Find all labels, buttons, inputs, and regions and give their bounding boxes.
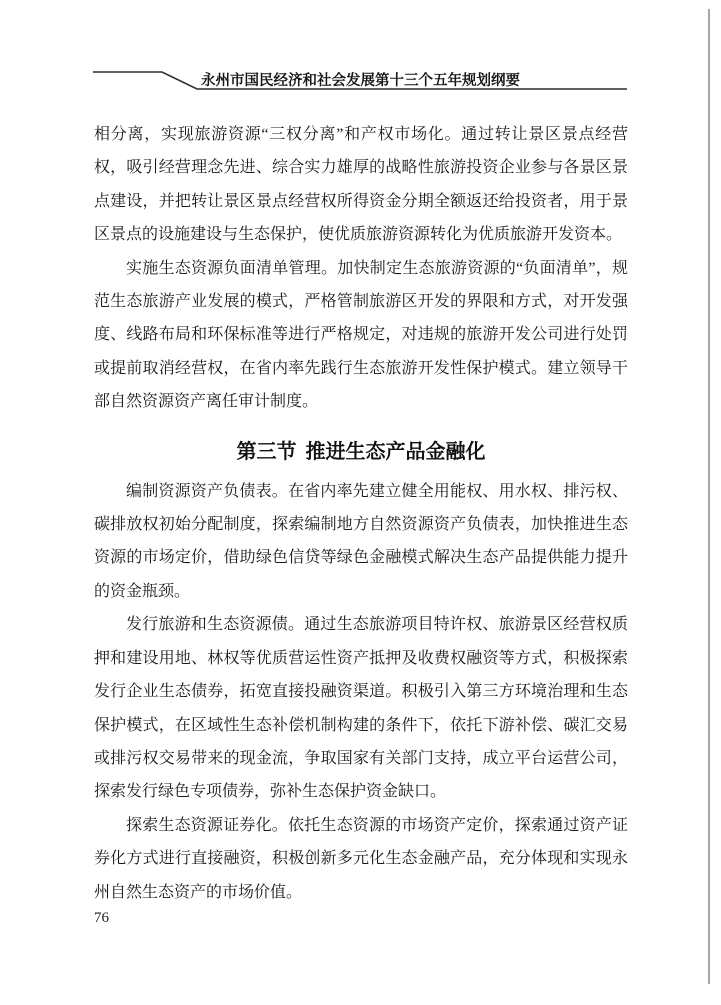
running-head-title: 永州市国民经济和社会发展第十三个五年规划纲要 bbox=[201, 73, 520, 89]
paragraph-balance-sheet: 编制资源资产负债表。在省内率先建立健全用能权、用水权、排污权、碳排放权初始分配制度，探索编制地方自然资源资产负债表，加快推进生态资源的市场定价，借助绿色信贷等绿色金融模式解决生态产品提供能力提升的资金瓶颈。 bbox=[94, 482, 628, 600]
paragraph-eco-bonds: 发行旅游和生态资源债。通过生态旅游项目特许权、旅游景区经营权质押和建设用地、林权等优质营运性资产抵押及收费权融资等方式，积极探索发行企业生态债券，拓宽直接投融资渠道。积极引入第三方环境治理和生态保护模式，在区域性生态补偿机制构建的条件下，依托下游补偿、碳汇交易或排污权交易带来的现金流，争取国家有关部门支持，成立平台运营公司，探索发行绿色专项债券，弥补生态保护资金缺口。 bbox=[94, 616, 628, 801]
paragraph-negative-list: 实施生态资源负面清单管理。加快制定生态旅游资源的“负面清单”，规范生态旅游产业发展的模式，严格管制旅游区开发的界限和方式，对开发强度、线路布局和环保标准等进行严格规定，对违规的旅游开发公司进行处罚或提前取消经营权，在省内率先践行生态旅游开发性保护模式。建立领导干部自然资源资产离任审计制度。 bbox=[94, 259, 628, 411]
paragraph-securitization: 探索生态资源证券化。依托生态资源的市场资产定价，探索通过资产证券化方式进行直接融资，积极创新多元化生态金融产品，充分体现和实现永州自然生态资产的市场价值。 bbox=[94, 816, 628, 901]
document-body bbox=[94, 118, 628, 909]
scan-page-edge-line bbox=[708, 9, 710, 984]
section-title: 推进生态产品金融化 bbox=[305, 440, 486, 463]
section-heading bbox=[94, 431, 628, 473]
section-number: 第三节 bbox=[236, 440, 297, 463]
page-number: 76 bbox=[94, 910, 109, 926]
paragraph-continuation: 相分离，实现旅游资源“三权分离”和产权市场化。通过转让景区景点经营权，吸引经营理念先进、综合实力雄厚的战略性旅游投资企业参与各景区景点建设，并把转让景区景点经营权所得资金分期全额返还给投资者，用于景区景点的设施建设与生态保护，使优质旅游资源转化为优质旅游开发资本。 bbox=[94, 126, 628, 244]
